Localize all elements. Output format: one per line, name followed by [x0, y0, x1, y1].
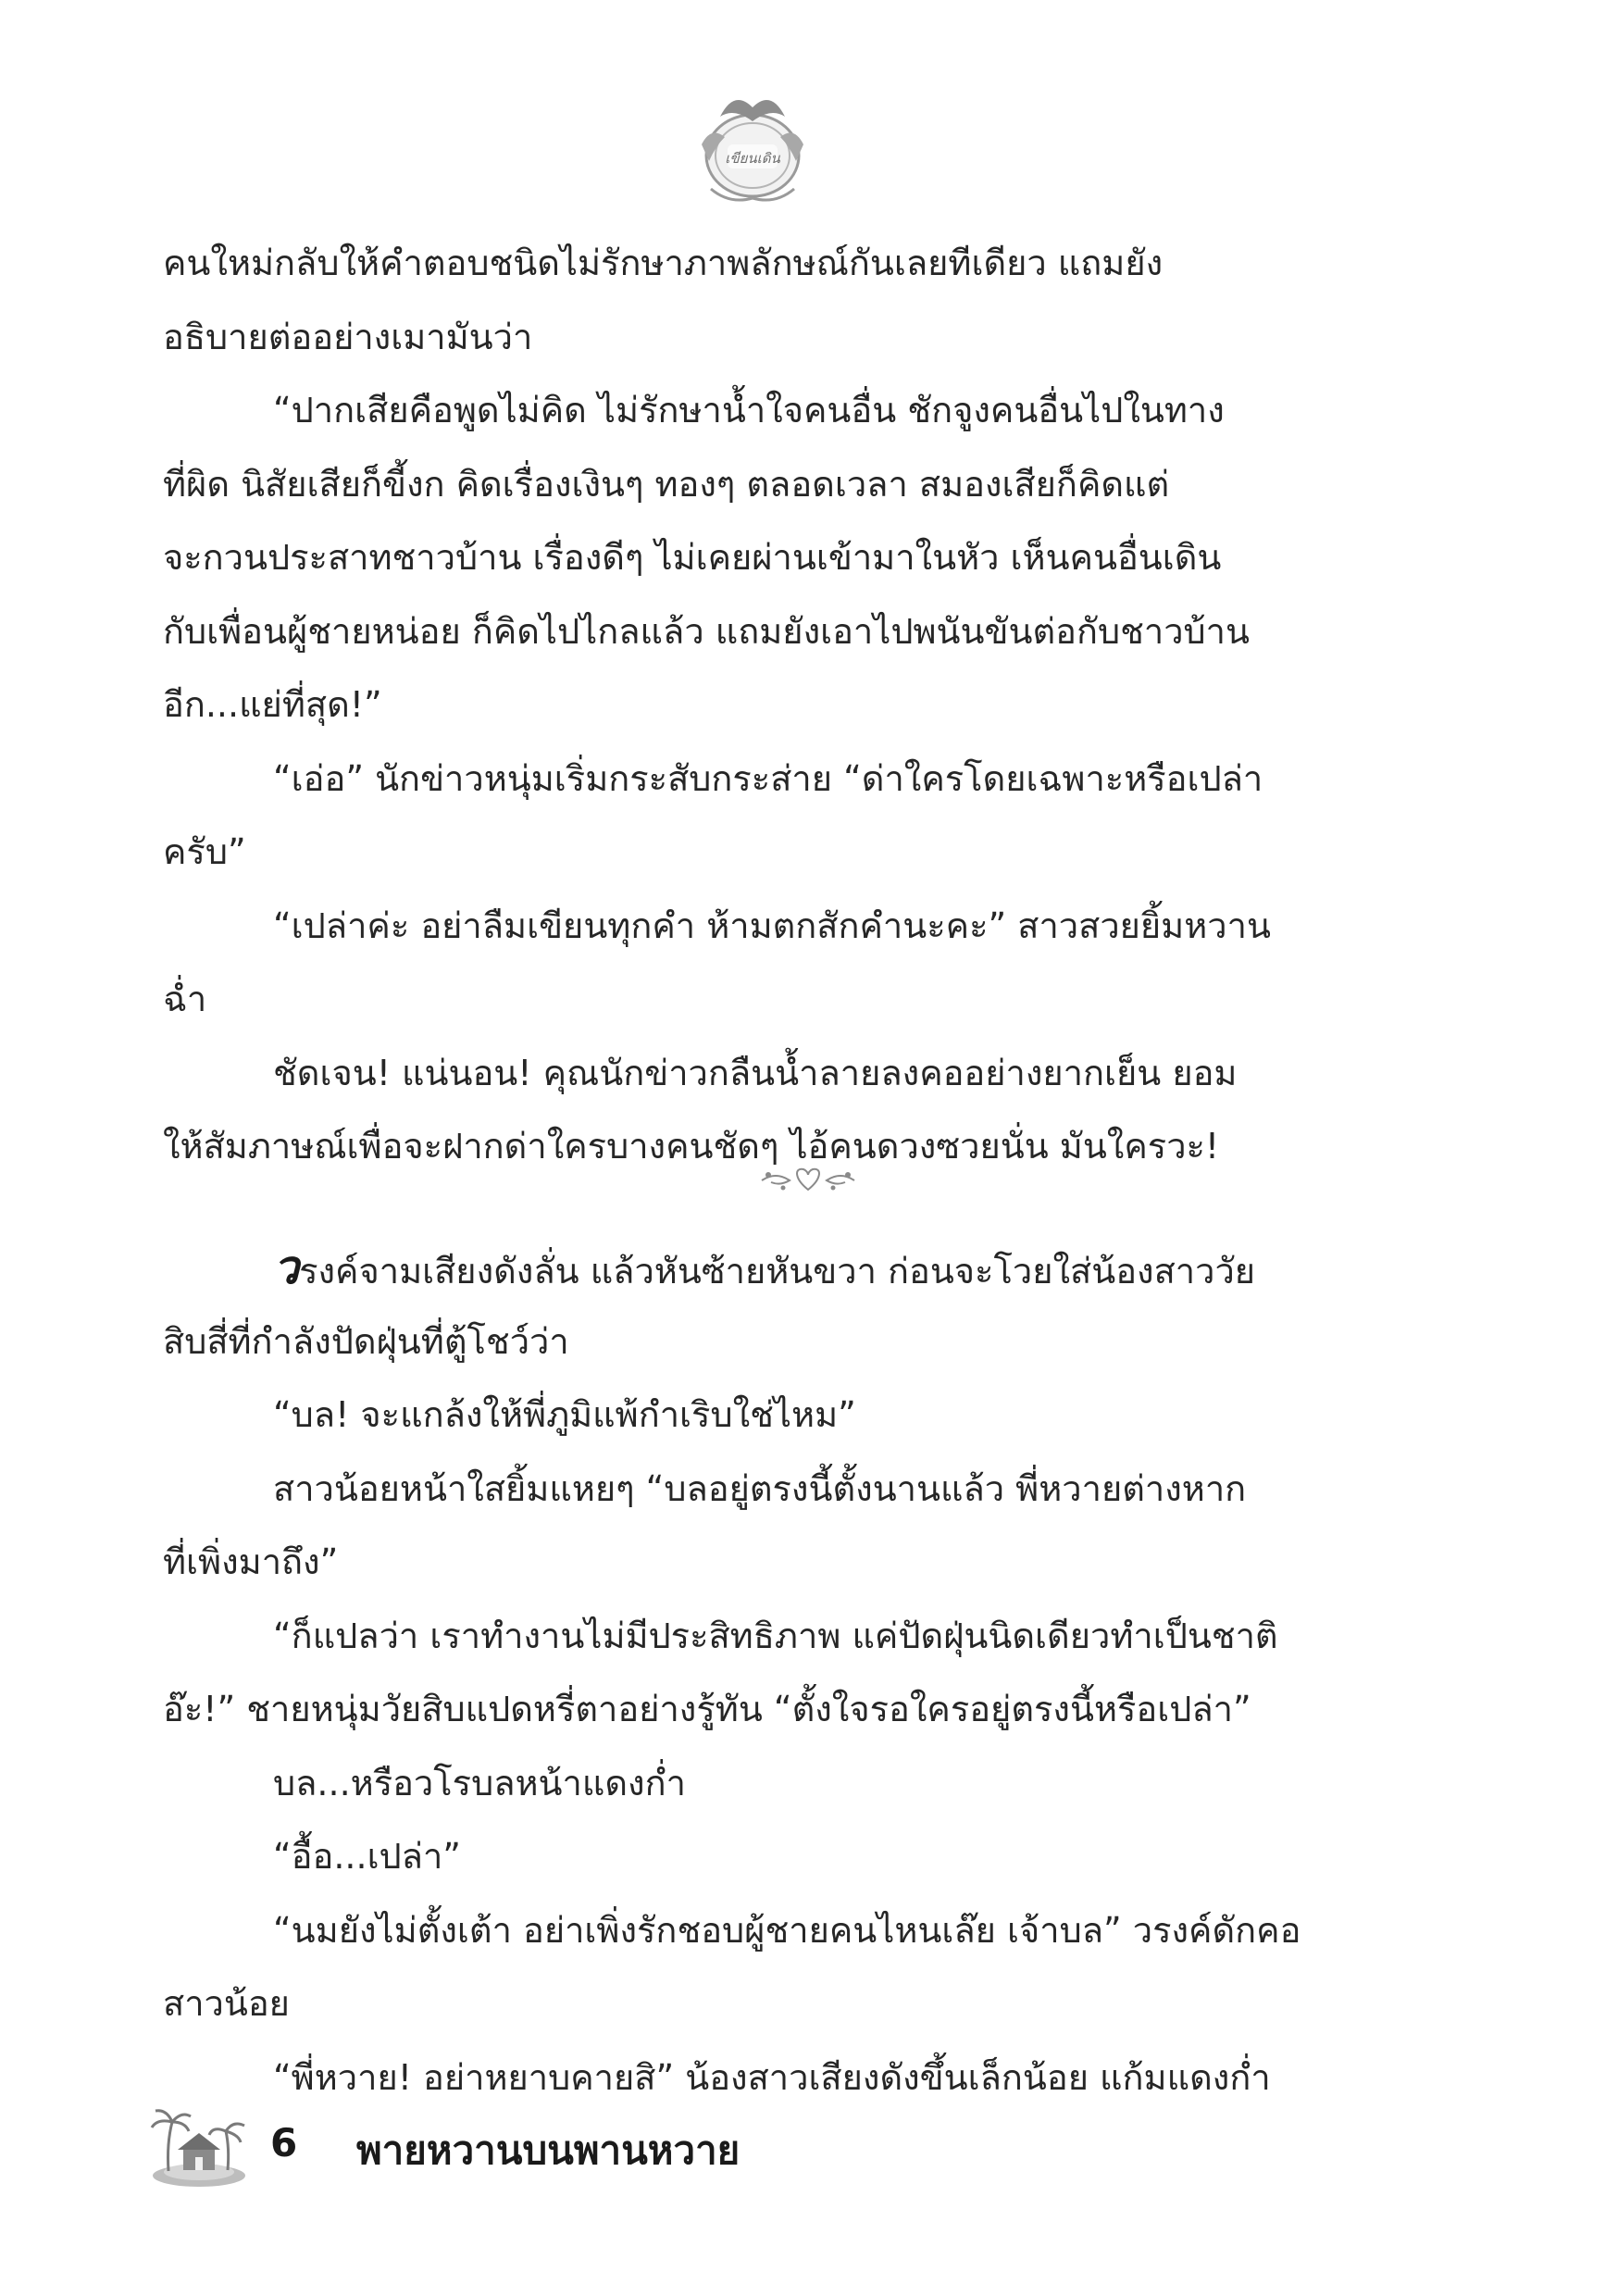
book-title: พายหวานบนพานหวาย — [356, 2128, 741, 2173]
paragraph-line: ให้สัมภาษณ์เพื่อจะฝากด่าใครบางคนชัดๆ ไอ้คนดวงซวยนั่น มันใครวะ! — [163, 1126, 1220, 1167]
paragraph-line: คนใหม่กลับให้คำตอบชนิดไม่รักษาภาพลักษณ์กันเลยทีเดียว แถมยัง — [163, 243, 1164, 283]
paragraph-line: ชัดเจน! แน่นอน! คุณนักข่าวกลืนน้ำลายลงคออย่างยากเย็น ยอม — [273, 1052, 1238, 1093]
paragraph-line: อธิบายต่ออย่างเมามันว่า — [163, 316, 533, 357]
paragraph-line: “นมยังไม่ตั้งเต้า อย่าเพิ่งรักชอบผู้ชายคนไหนเล๊ย เจ้าบล” วรงค์ดักคอ — [273, 1909, 1301, 1951]
paragraph-line: บล...หรือวโรบลหน้าแดงก่ำ — [273, 1762, 686, 1803]
paragraph-line: “พี่หวาย! อย่าหยาบคายสิ” น้องสาวเสียงดังขึ้นเล็กน้อย แก้มแดงก่ำ — [273, 2056, 1271, 2098]
paragraph-line: “เปล่าค่ะ อย่าลืมเขียนทุกคำ ห้ามตกสักคำนะคะ” สาวสวยยิ้มหวาน — [273, 905, 1271, 946]
paragraph-line: อีก...แย่ที่สุด!” — [163, 684, 382, 725]
paragraph-line: “ปากเสียคือพูดไม่คิด ไม่รักษาน้ำใจคนอื่น ชักจูงคนอื่นไปในทาง — [273, 390, 1225, 430]
paragraph-line: “บล! จะแกล้งให้พี่ภูมิแพ้กำเริบใช่ไหม” — [273, 1394, 856, 1435]
paragraph-line-text: รงค์จามเสียงดังลั่น แล้วหันซ้ายหันขวา ก่อนจะโวยใส่น้องสาววัย — [299, 1251, 1256, 1292]
paragraph-line: กับเพื่อนผู้ชายหน่อย ก็คิดไปไกลแล้ว แถมยังเอาไปพนันขันต่อกับชาวบ้าน — [163, 610, 1250, 652]
paragraph-line: สาวน้อย — [163, 1983, 290, 2024]
body-text-section-2 — [163, 1231, 1357, 2115]
paragraph-line: สิบสี่ที่กำลังปัดฝุ่นที่ตู้โชว์ว่า — [163, 1320, 569, 1362]
section-2-lines — [163, 1305, 1357, 2115]
paragraph-line: ครับ” — [163, 831, 246, 872]
page-number: 6 — [270, 2120, 298, 2165]
paragraph-line: “ก็แปลว่า เราทำงานไม่มีประสิทธิภาพ แค่ปัดฝุ่นนิดเดียวทำเป็นชาติ — [273, 1615, 1278, 1656]
emblem-logo-text: เขียนเดิน — [725, 150, 780, 167]
paragraph-line: อ๊ะ!” ชายหนุ่มวัยสิบแปดหรี่ตาอย่างรู้ทัน “ตั้งใจรอใครอยู่ตรงนี้หรือเปล่า” — [163, 1689, 1251, 1729]
paragraph-line: ที่ผิด นิสัยเสียก็ขี้งก คิดเรื่องเงินๆ ทองๆ ตลอดเวลา สมองเสียก็คิดแต่ — [163, 463, 1170, 505]
paragraph-line: “อื้อ...เปล่า” — [273, 1836, 461, 1877]
paragraph-line: จะกวนประสาทชาวบ้าน เรื่องดีๆ ไม่เคยผ่านเข้ามาในหัว เห็นคนอื่นเดิน — [163, 537, 1222, 578]
paragraph-line: สาวน้อยหน้าใสยิ้มแหยๆ “บลอยู่ตรงนี้ตั้งนานแล้ว พี่หวายต่างหาก — [273, 1467, 1247, 1509]
island-hut-icon — [148, 2102, 250, 2190]
emblem-logo-icon — [683, 80, 822, 211]
paragraph-line-with-dropcap — [163, 1231, 1357, 1305]
heart-vine-divider-icon — [757, 1162, 859, 1199]
paragraph-line: ฉ่ำ — [163, 979, 207, 1019]
body-text-section-1 — [163, 227, 1357, 1184]
paragraph-line: ที่เพิ่งมาถึง” — [163, 1541, 339, 1582]
paragraph-line: “เอ่อ” นักข่าวหนุ่มเริ่มกระสับกระส่าย “ด่าใครโดยเฉพาะหรือเปล่า — [273, 757, 1263, 799]
drop-cap: ว — [273, 1241, 300, 1294]
